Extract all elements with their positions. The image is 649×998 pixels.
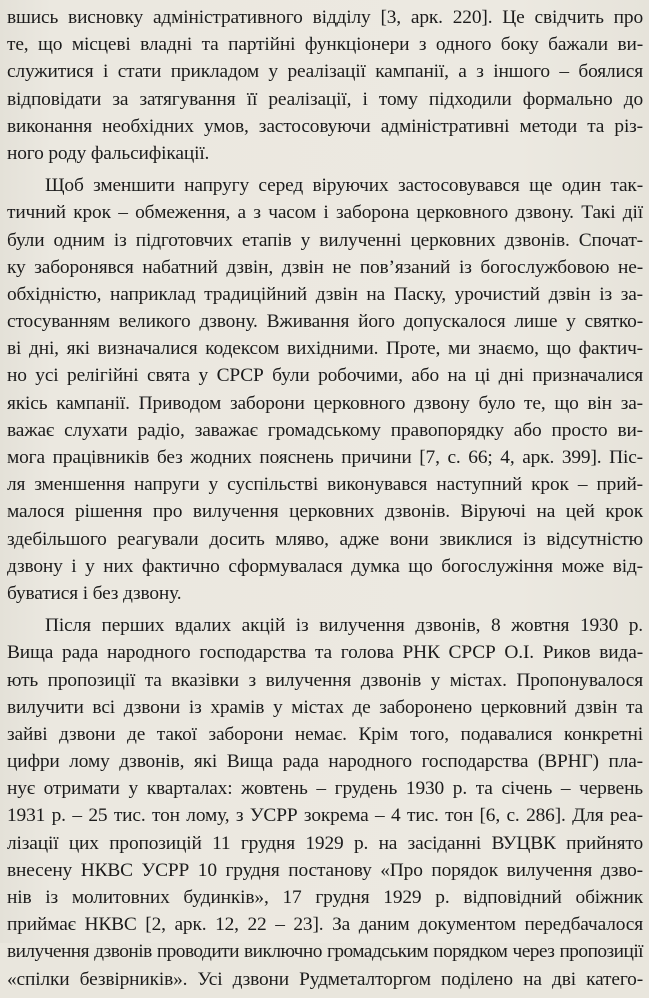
paragraph-3 [7,612,643,993]
text-line: «спілки безвірників». Усі дзвони Рудметалторгом поділено на дві катего- [7,968,643,990]
text-line: важає слухати радіо, заважає громадському правопорядку або просто ви- [7,419,643,441]
text-line: ють пропозиції та вказівки з вилучення дзвонів у містах. Пропонувалося [7,669,643,691]
text-line: нів із молитовних будинків», 17 грудня 1929 р. відповідний обіжник [7,887,643,908]
text-line: ного роду фальсифікації. [7,142,210,164]
text-line: мога працівників без жодних пояснень причини [7, с. 66; 4, арк. 399]. Піс- [7,447,643,468]
text-line: зайві дзвони де такої заборони немає. Крім того, подавалися конкретні [7,723,643,745]
text-line: буватися і без дзвону. [7,582,182,604]
text-line: служитися і стати прикладом у реалізації кампанії, а з іншого – боялися [7,61,643,83]
text-line: якісь кампанії. Приводом заборони церковного дзвону було те, що він за- [7,392,643,414]
text-line: но усі релігійні свята у СРСР були робочими, або на ці дні призначалися [7,365,643,387]
text-line: вшись висновку адміністративного відділу [3, арк. 220]. Це свідчить про [7,7,643,28]
text-line: відповідати за затягування її реалізації, і тому підходили формально до [7,88,643,110]
text-line: лізації цих пропозицій 11 грудня 1929 р. на засіданні ВУЦВК прийнято [7,832,643,854]
text-line: ля зменшення напруги у суспільстві виконувався наступний крок – прий- [7,474,643,496]
text-line: внесену НКВС УСРР 10 грудня постанову «Про порядок вилучення дзво- [7,859,643,881]
text-line: нує отримати у кварталах: жовтень – грудень 1930 р. та січень – червень [7,778,643,800]
paragraph-1 [7,4,643,167]
text-line: виконання необхідних умов, застосовуючи адміністративні методи та різ- [7,115,643,137]
text-line: ві дні, які визначалися кодексом вихідними. Проте, ми знаємо, що фактич- [7,338,643,360]
text-line: те, що місцеві владні та партійні функціонери з одного боку бажали ви- [7,34,643,56]
text-line: були одним із підготовчих етапів у вилученні церковних дзвонів. Спочат- [7,229,643,251]
text-line: ку заборонявся набатний дзвін, дзвін не пов’язаний із богослужбовою не- [7,256,643,278]
text-line: вилучити всі дзвони із храмів у містах де заборонено церковний дзвін та [7,696,643,718]
text-line: тичний крок – обмеження, а з часом і заборона церковного дзвону. Такі дії [7,202,643,224]
text-line: здебільшого реагували досить мляво, адже вони звиклися із відсутністю [7,528,643,550]
text-line: обхідністю, наприклад традиційний дзвін на Паску, урочистий дзвін із за- [7,283,643,305]
text-line: приймає НКВС [2, арк. 12, 22 – 23]. За даним документом передбачалося [7,914,643,936]
body-text [7,4,643,998]
text-line: 1931 р. – 25 тис. тон лому, з УСРР зокрема – 4 тис. тон [6, с. 286]. Для реа- [7,805,643,827]
paragraph-2 [7,172,643,607]
text-line: стосуванням великого дзвону. Вживання його допускалося лише у святко- [7,311,643,333]
text-line: вилучення дзвонів проводити виключно громадським порядком через пропозиції [7,941,643,963]
text-line: дзвону і у них фактично сформувалася думка що богослужіння може від- [7,555,643,577]
text-line: цифри лому дзвонів, які Вища рада народного господарства (ВРНГ) пла- [7,751,643,773]
text-line: Щоб зменшити напругу серед віруючих застосовувався ще один так- [45,175,643,197]
text-line: малося рішення про вилучення церковних дзвонів. Віруючі на цей крок [7,501,643,523]
text-line: Після перших вдалих акцій із вилучення дзвонів, 8 жовтня 1930 р. [45,615,643,637]
text-line: Вища рада народного господарства та голова РНК СРСР О.І. Риков вида- [7,642,643,664]
